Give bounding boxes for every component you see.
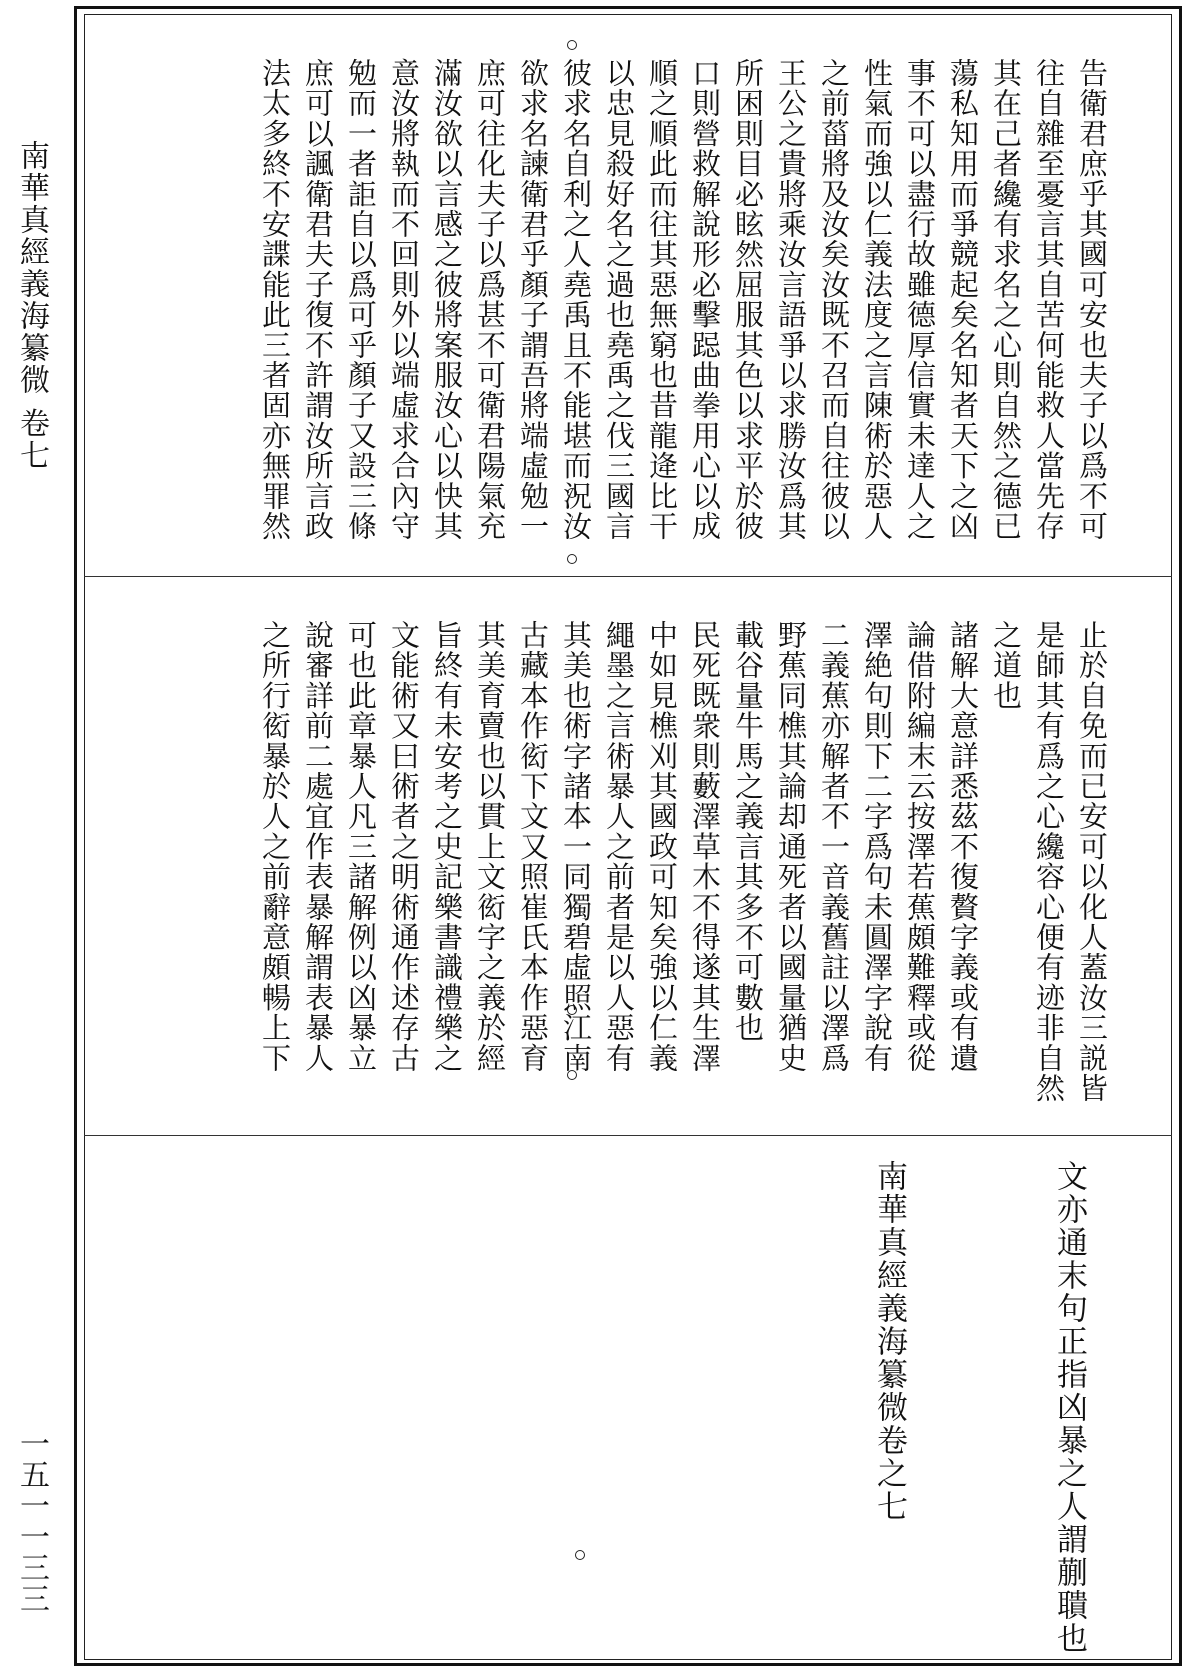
closing-commentary: 文亦通末句正指凶暴之人謂蒯聵也 [1051,1160,1087,1655]
text-column: 澤絶句則下二字爲句未圓澤字說有 [860,620,894,1073]
text-column: 文能術又曰術者之明術通作述存古 [387,620,421,1073]
text-column: 其美也術字諸本一同獨碧虛照江南 [559,620,593,1073]
section-divider-2 [84,1135,1172,1136]
text-column: 可也此章暴人凡三諸解例以凶暴立 [344,620,378,1073]
text-column: 是師其有爲之心纔容心便有迹非自然 [1032,620,1066,1104]
text-column: 二義蕉亦解者不一音義舊註以澤爲 [817,620,851,1073]
margin-book-title: 南華真經義海纂微 卷七 [14,140,49,472]
text-column: 滿汝欲以言感之彼將案服汝心以快其 [430,58,464,542]
text-column: 意汝將執而不回則外以端虛求合內守 [387,58,421,542]
text-column: 野蕉同樵其論却通死者以國量猶史 [774,620,808,1073]
text-column: 以忠見殺好名之過也堯禹之伐三國言 [602,58,636,542]
text-column: 民死既衆則藪澤草木不得遂其生澤 [688,620,722,1073]
text-column: 說審詳前二處宜作表暴解謂表暴人 [301,620,335,1073]
text-column: 庶可往化夫子以爲甚不可衛君陽氣充 [473,58,507,542]
text-panel-top [130,58,1110,558]
text-column: 之道也 [989,620,1023,711]
text-column: 繩墨之言術暴人之前者是以人惡有 [602,620,636,1073]
text-column: 彼求名自利之人堯禹且不能堪而況汝 [559,58,593,542]
text-column: 勉而一者詎自以爲可乎顏子又設三條 [344,58,378,542]
text-column: 蕩私知用而爭競起矣名知者天下之凶 [946,58,980,542]
text-column: 口則營救解說形必擊跽曲拳用心以成 [688,58,722,542]
text-column: 王公之貴將乘汝言語爭以求勝汝爲其 [774,58,808,542]
text-column: 所困則目必眩然屈服其色以求平於彼 [731,58,765,542]
text-panel-bottom [130,620,1110,1120]
text-column: 之所行衒暴於人之前辭意頗暢上下 [258,620,292,1073]
text-column: 其美育賣也以貫上文衒字之義於經 [473,620,507,1073]
text-column: 欲求名諫衛君乎顏子謂吾將端虛勉一 [516,58,550,542]
text-column: 法太多終不安諜能此三者固亦無罪然 [258,58,292,542]
text-column: 庶可以諷衛君夫子復不許謂汝所言政 [301,58,335,542]
section-divider-1 [84,576,1172,577]
text-column: 性氣而強以仁義法度之言陳術於惡人 [860,58,894,542]
binding-hole-marker [575,1550,585,1560]
text-column: 論借附編末云按澤若蕉頗難釋或從 [903,620,937,1073]
chapter-end-title: 南華真經義海纂微卷之七 [871,1160,907,1523]
text-column: 旨終有未安考之史記樂書識禮樂之 [430,620,464,1073]
binding-hole-marker [567,40,577,50]
text-column: 止於自免而已安可以化人蓋汝三説皆 [1075,620,1109,1104]
text-column: 順之順此而往其惡無窮也昔龍逄比干 [645,58,679,542]
text-column: 之前菑將及汝矣汝既不召而自往彼以 [817,58,851,542]
text-column: 事不可以盡行故雖德厚信實未達人之 [903,58,937,542]
text-column: 中如見樵刈其國政可知矣強以仁義 [645,620,679,1073]
text-column: 往自雜至憂言其自苦何能救人當先存 [1032,58,1066,542]
text-column: 告衛君庶乎其國可安也夫子以爲不可 [1075,58,1109,542]
margin-page-number: 一五一一三三 [14,1428,49,1614]
text-column: 諸解大意詳悉茲不復贅字義或有遺 [946,620,980,1073]
text-column: 古藏本作衒下文又照崔氏本作惡育 [516,620,550,1073]
text-column: 其在己者纔有求名之心則自然之德已 [989,58,1023,542]
text-column: 載谷量牛馬之義言其多不可數也 [731,620,765,1043]
